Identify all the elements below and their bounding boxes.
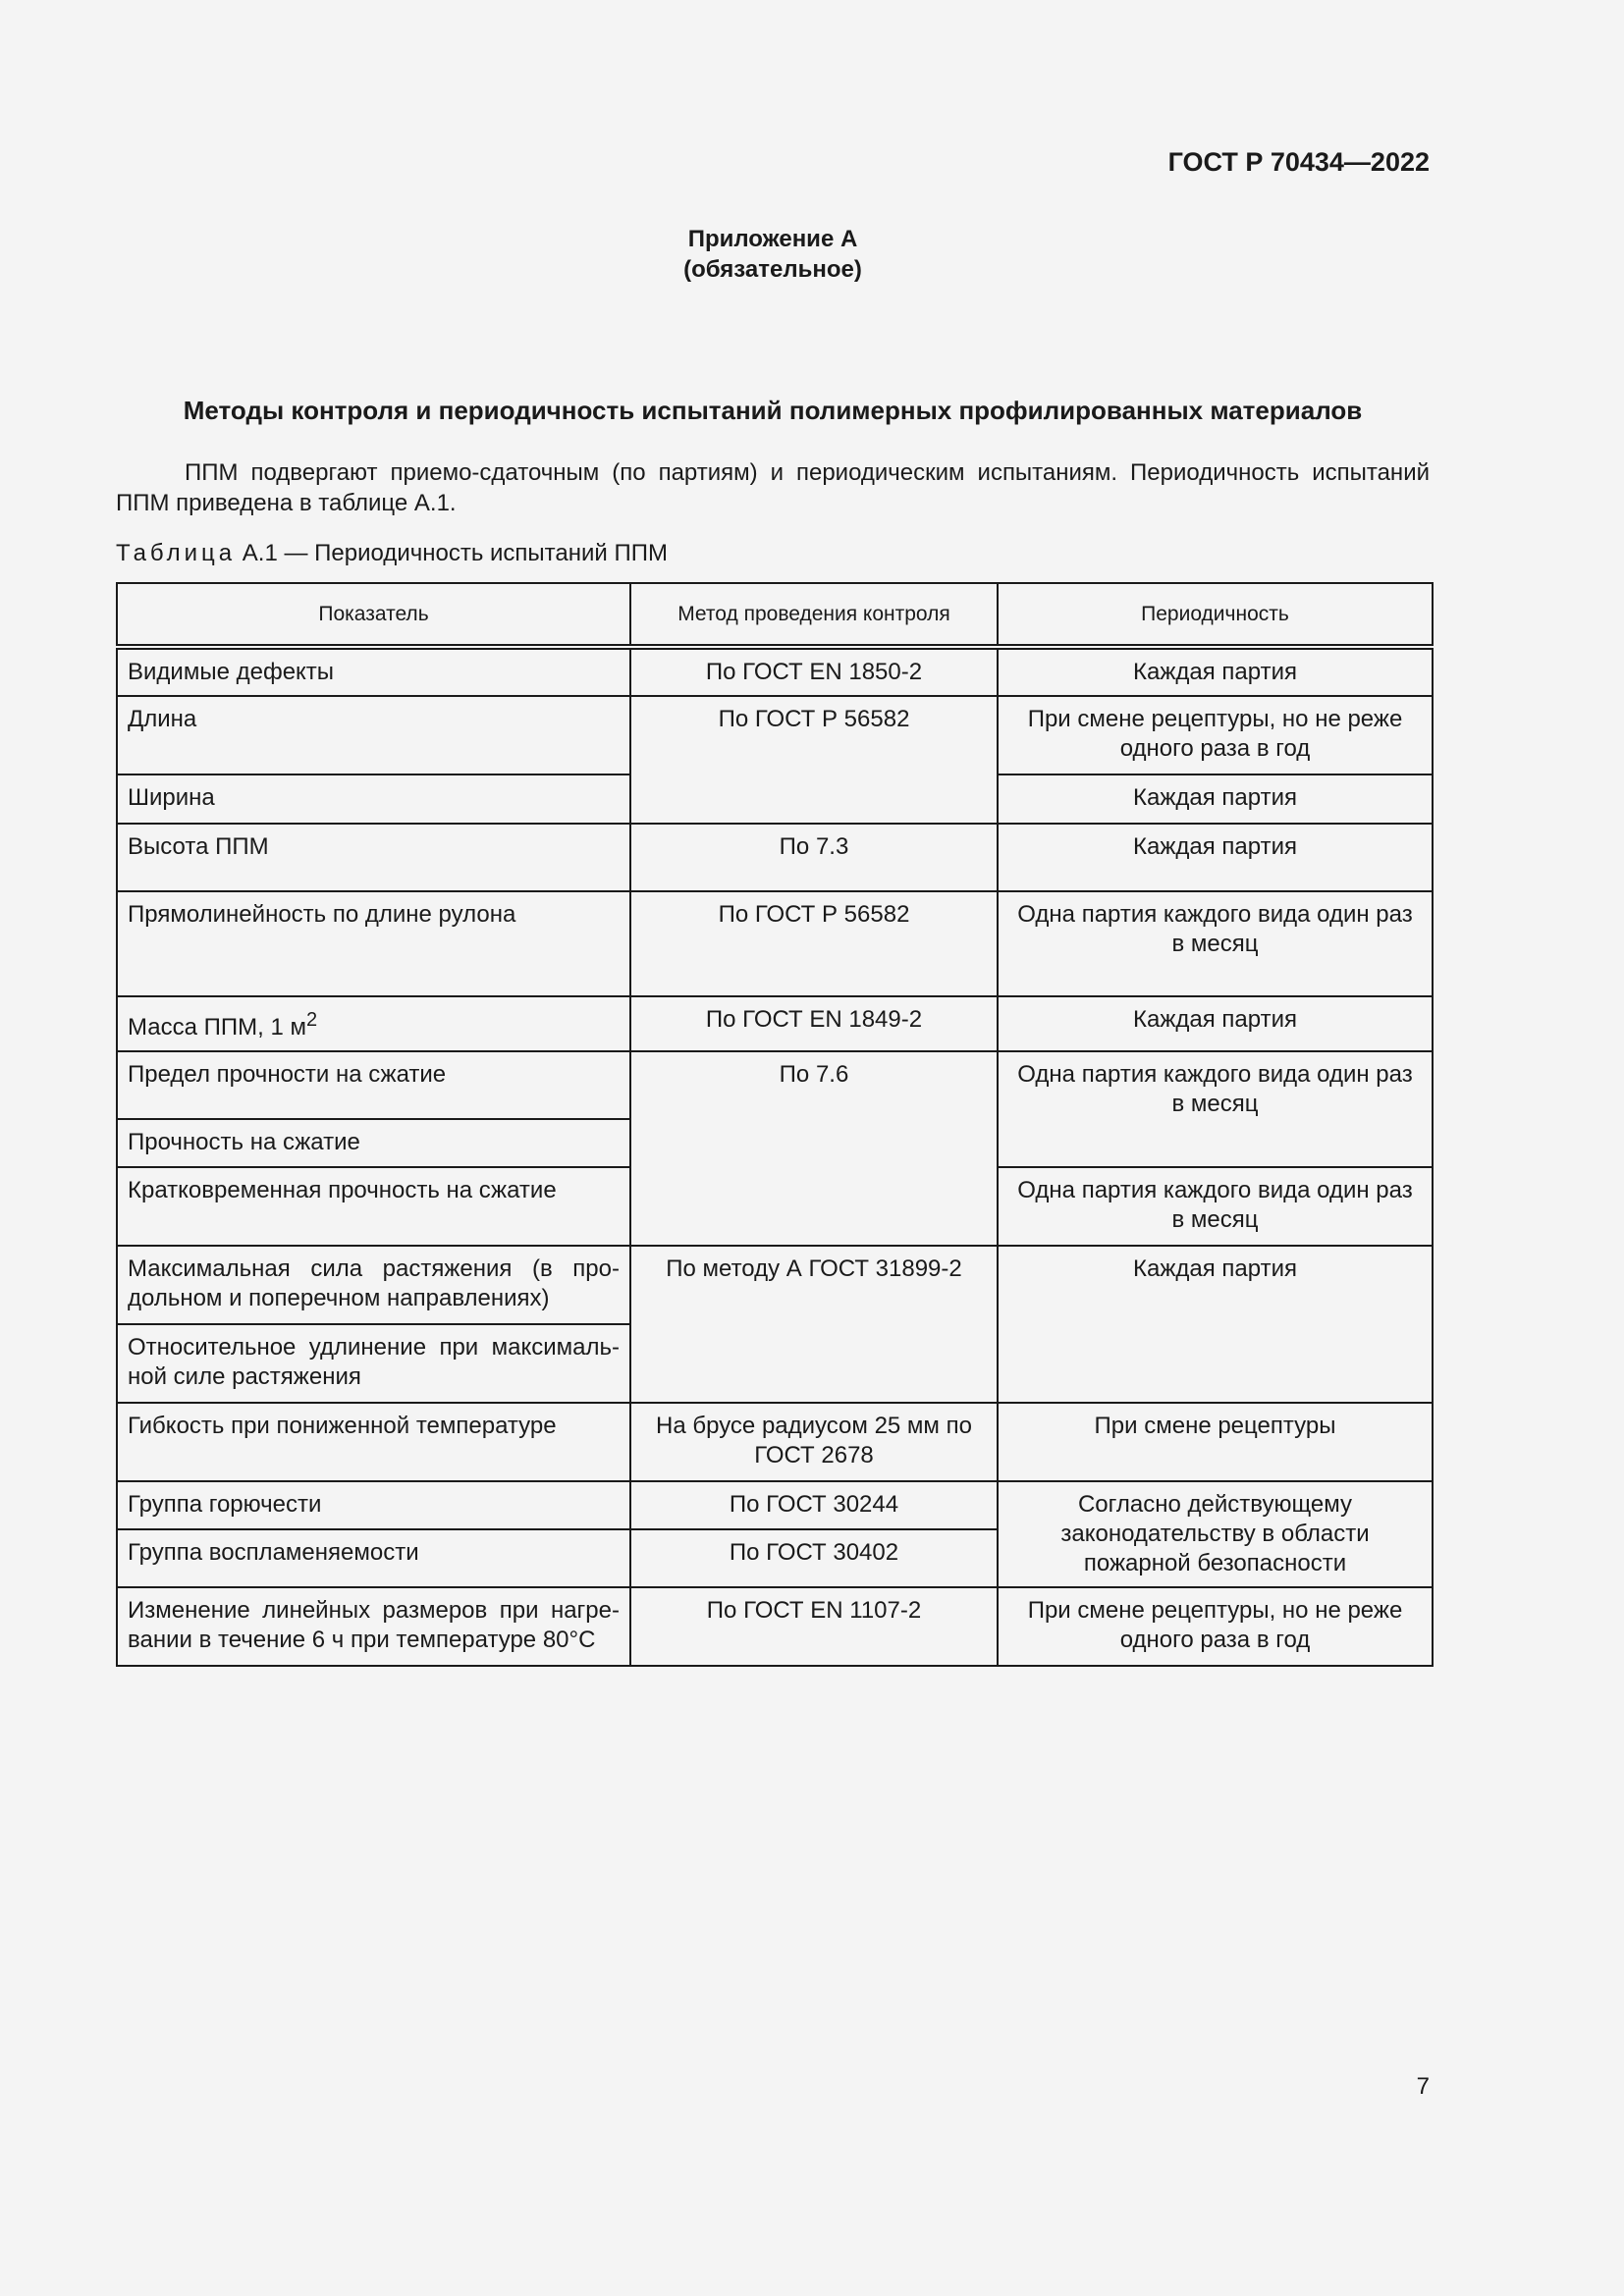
- intro-paragraph: ППМ подвергают приемо-сдаточным (по партиям) и периодическим испытаниям. Периодичность испытаний ППМ приведена в таблице А.1.: [116, 459, 1430, 516]
- indicator-cell: Максимальная сила растяжения (в продольном и поперечном направлениях): [117, 1246, 630, 1324]
- method-cell: По ГОСТ 30402: [630, 1529, 998, 1587]
- periodicity-cell: Одна партия каждого вида один раз в месяц: [998, 891, 1433, 996]
- periodicity-cell: Согласно действующему законодательству в области пожарной безопасности: [998, 1481, 1433, 1587]
- method-cell: По ГОСТ 30244: [630, 1481, 998, 1529]
- method-cell: По методу А ГОСТ 31899-2: [630, 1246, 998, 1403]
- periodicity-cell: Каждая партия: [998, 824, 1433, 891]
- periodicity-cell: Каждая партия: [998, 647, 1433, 696]
- indicator-cell: Прочность на сжатие: [117, 1119, 630, 1167]
- method-cell: По 7.6: [630, 1051, 998, 1246]
- method-cell: По ГОСТ EN 1850-2: [630, 647, 998, 696]
- appendix-title: Приложение А: [687, 226, 858, 252]
- header-indicator: Показатель: [117, 583, 630, 647]
- method-cell: По ГОСТ Р 56582: [630, 696, 998, 824]
- periodicity-cell: Каждая партия: [998, 996, 1433, 1051]
- indicator-cell: Группа воспламеняемости: [117, 1529, 630, 1587]
- periodicity-cell: Каждая партия: [998, 1246, 1433, 1403]
- table-row: [117, 1403, 1433, 1481]
- header-periodicity: Периодичность: [998, 583, 1433, 647]
- table-caption: [116, 540, 668, 567]
- table-row: [117, 1246, 1433, 1324]
- periodicity-cell: Каждая партия: [998, 774, 1433, 824]
- indicator-cell: Относительное удлинение при максимальной силе растяжения: [117, 1324, 630, 1403]
- indicator-text: Масса ППМ, 1 м: [128, 1014, 306, 1041]
- indicator-cell: Кратковременная прочность на сжатие: [117, 1167, 630, 1246]
- method-cell: По 7.3: [630, 824, 998, 891]
- method-cell: По ГОСТ EN 1107-2: [630, 1587, 998, 1666]
- periodicity-cell: При смене рецептуры, но не реже одного раза в год: [998, 1587, 1433, 1666]
- table-row: [117, 647, 1433, 696]
- periodicity-table: [116, 582, 1434, 1667]
- page-number: 7: [1416, 2073, 1430, 2100]
- appendix-status: (обязательное): [683, 256, 862, 283]
- periodicity-cell: Одна партия каждого вида один раз в месяц: [998, 1167, 1433, 1246]
- indicator-cell: Ширина: [117, 774, 630, 824]
- indicator-cell: Прямолинейность по длине рулона: [117, 891, 630, 996]
- document-code: ГОСТ Р 70434—2022: [1167, 147, 1430, 177]
- periodicity-cell: При смене рецептуры, но не реже одного раза в год: [998, 696, 1433, 774]
- table-row: [117, 1481, 1433, 1529]
- indicator-cell: Предел прочности на сжатие: [117, 1051, 630, 1119]
- indicator-cell: Группа горючести: [117, 1481, 630, 1529]
- indicator-cell: Изменение линейных размеров при нагревании в течение 6 ч при температуре 80°С: [117, 1587, 630, 1666]
- method-cell: По ГОСТ EN 1849-2: [630, 996, 998, 1051]
- table-header-row: [117, 583, 1433, 647]
- indicator-cell: [117, 996, 630, 1051]
- indicator-superscript: 2: [305, 1009, 318, 1031]
- table-row: [117, 1051, 1433, 1119]
- table-row: [117, 824, 1433, 891]
- periodicity-cell: При смене рецептуры: [998, 1403, 1433, 1481]
- header-method: Метод проведения контроля: [630, 583, 998, 647]
- section-title: Методы контроля и периодичность испытаний полимерных профилированных материалов: [183, 396, 1363, 425]
- table-caption-prefix: Таблица: [116, 540, 237, 566]
- indicator-cell: Видимые дефекты: [117, 647, 630, 696]
- table-row: [117, 891, 1433, 996]
- indicator-cell: Гибкость при пониженной температуре: [117, 1403, 630, 1481]
- table-row: [117, 1587, 1433, 1666]
- table-row: [117, 996, 1433, 1051]
- table-caption-text: А.1 — Периодичность испытаний ППМ: [236, 540, 668, 566]
- method-cell: По ГОСТ Р 56582: [630, 891, 998, 996]
- method-cell: На брусе радиусом 25 мм по ГОСТ 2678: [630, 1403, 998, 1481]
- appendix-heading: [0, 224, 1545, 285]
- periodicity-cell: Одна партия каждого вида один раз в месяц: [998, 1051, 1433, 1167]
- indicator-cell: Высота ППМ: [117, 824, 630, 891]
- table-row: [117, 696, 1433, 774]
- indicator-cell: Длина: [117, 696, 630, 774]
